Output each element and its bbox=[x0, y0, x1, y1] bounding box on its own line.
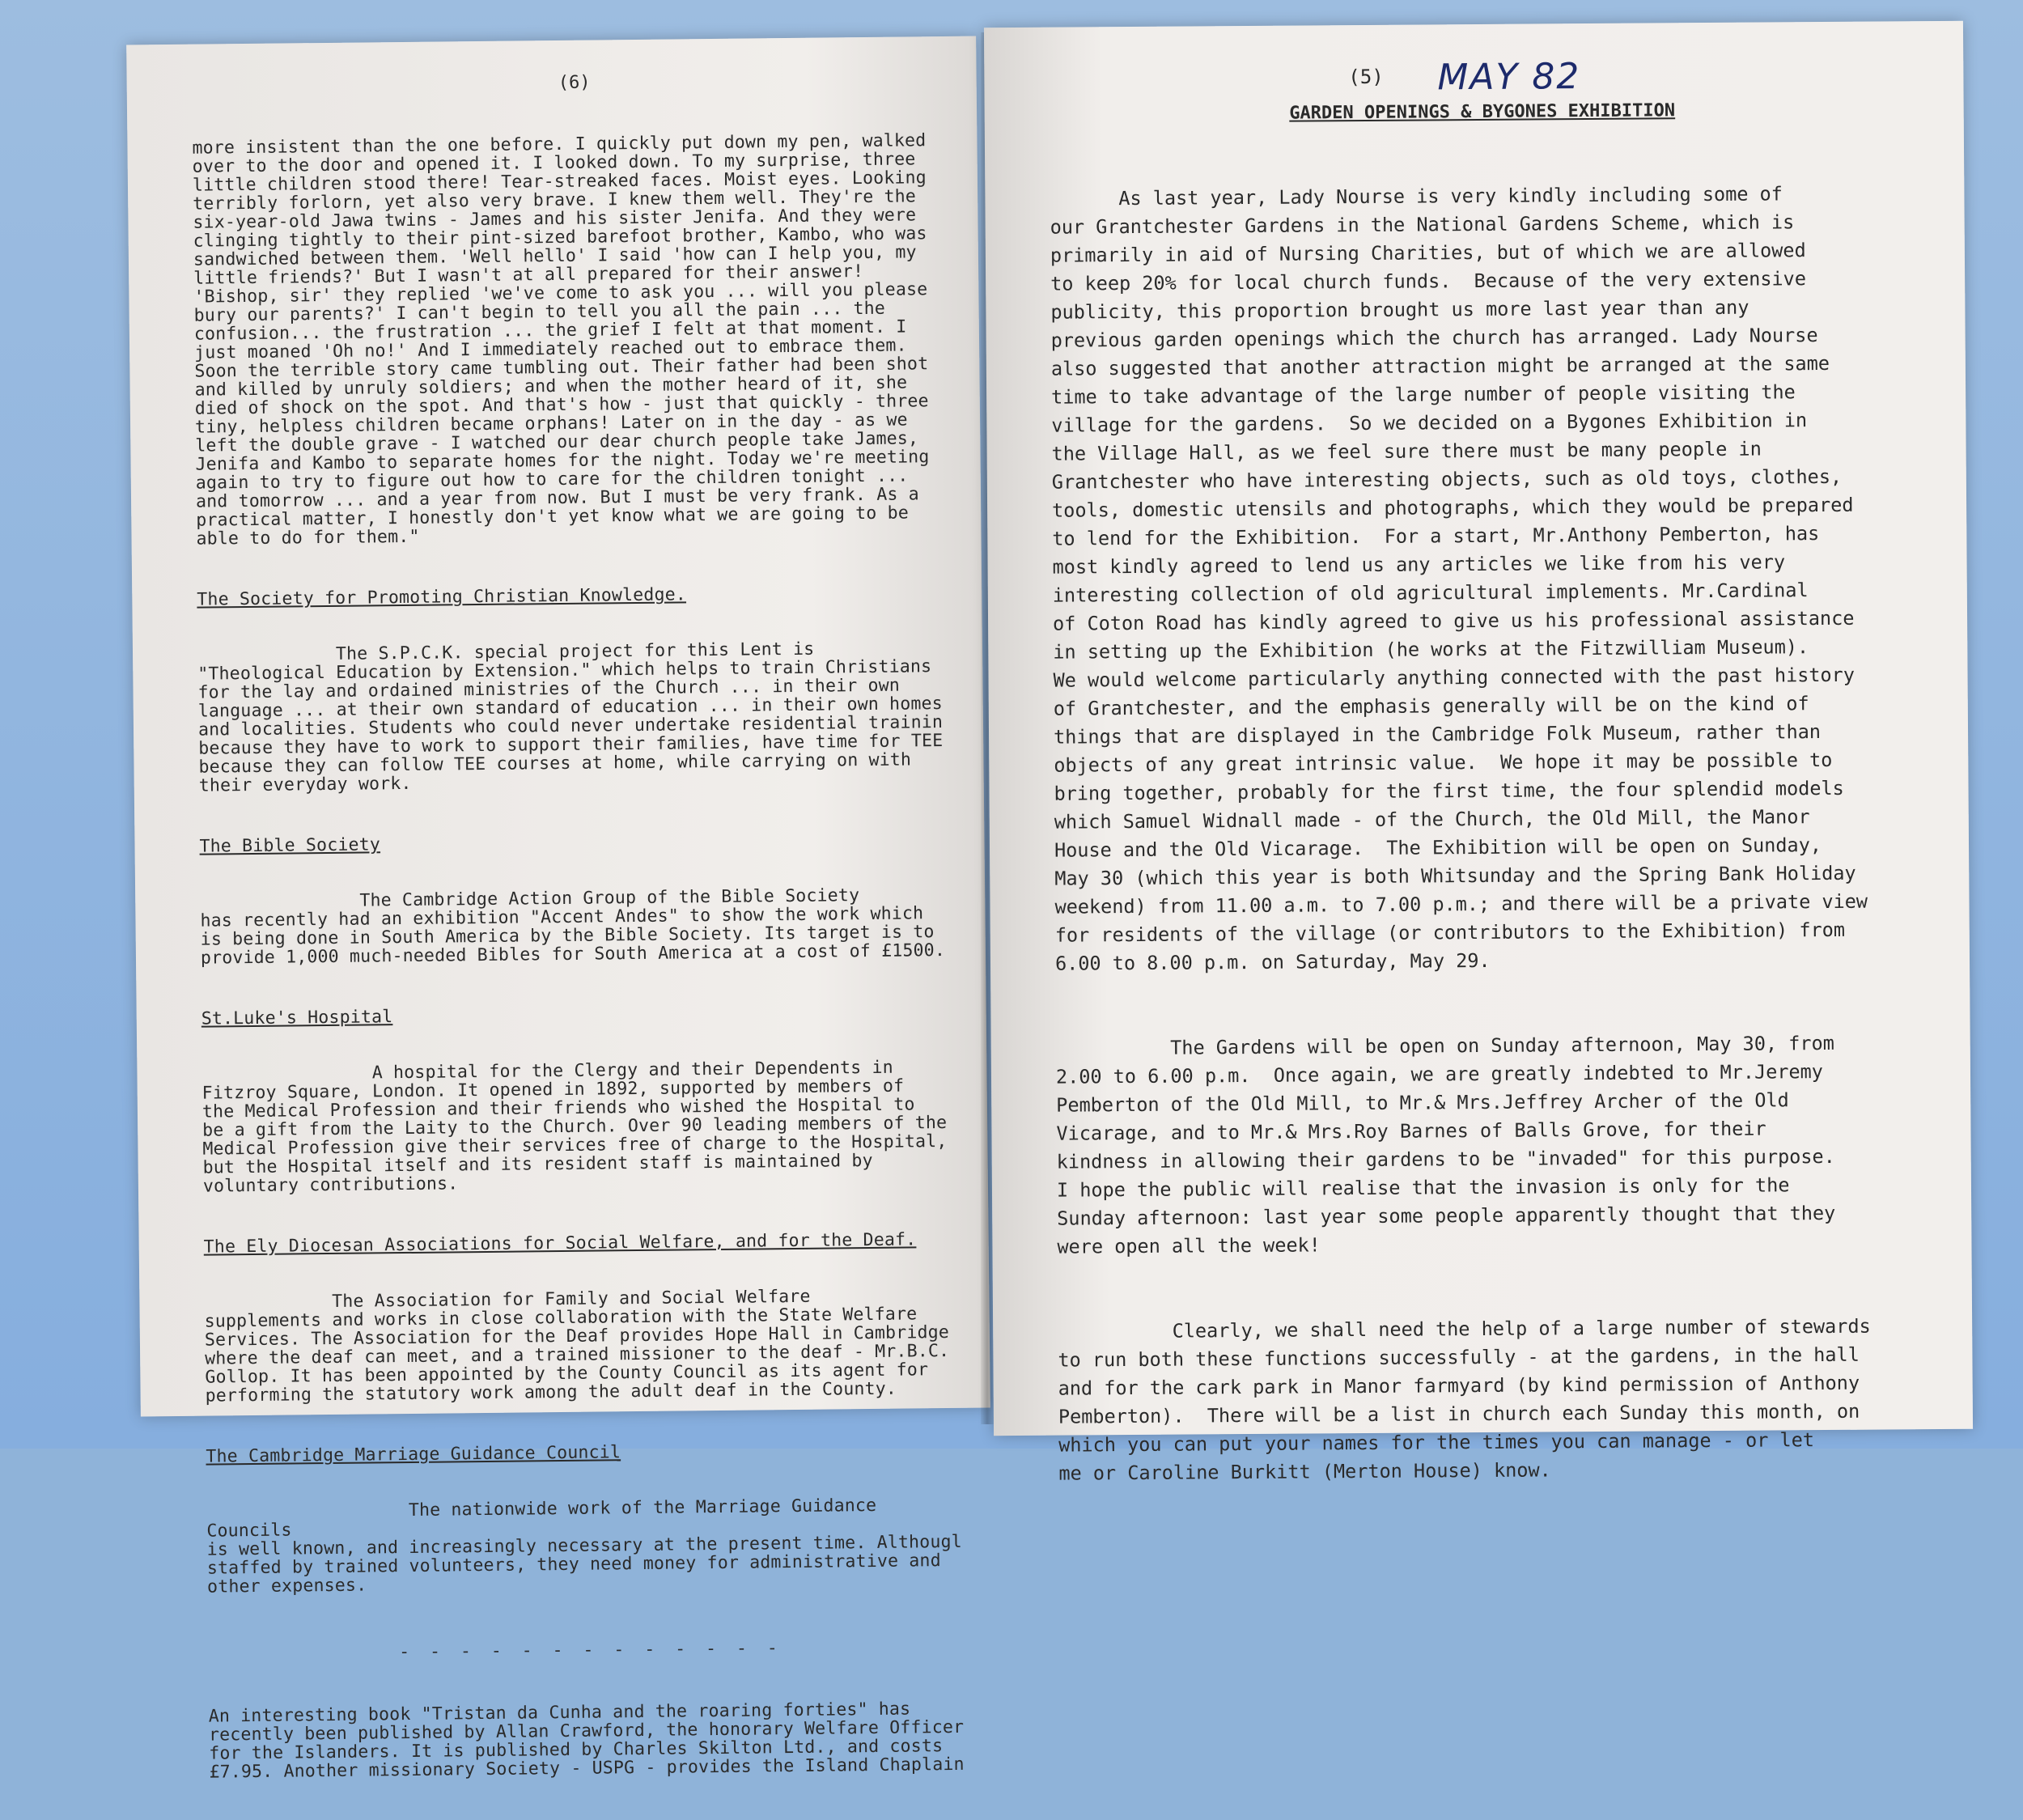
right-page bbox=[984, 21, 1973, 1485]
article-title: GARDEN OPENINGS & BYGONES EXHIBITION bbox=[1289, 100, 1676, 124]
left-page bbox=[126, 36, 990, 1783]
section-text-marriage-guidance: The nationwide work of the Marriage Guidance Councils is well known, and increasingly necessary at the present time. Althougl staffed by trained volunteers, they need money for administrative and other expenses. bbox=[206, 1495, 962, 1597]
intro-text: more insistent than the one before. I quickly put down my pen, walked over to the door and opened it. I looked down. To my surprise, three little children stood there! Tear-streaked faces. Moist eyes. Looking terribly forlorn, yet also very brave. I knew them well. They're the six-year-old Jawa twins - James and his sister Jenifa. And they were clinging tightly to their pint-sized barefoot brother, Kambo, who was sandwiched between them. 'Well hello' I said 'how can I help you, my little friends?' But I wasn't at all prepared for their answer! 'Bishop, sir' they replied 'we've come to ask you ... will you please bury our parents?' I can't begin to tell you all the pain ... the confusion... the frustration ... the grief I felt at that moment. I just moaned 'Oh no!' And I immediately reached out to embrace them. Soon the terrible story came tumbling out. Their father had been shot and killed by unruly soldiers; and when the mother heard of it, she died of shock on the spot. And that's how - just that quickly - three tiny, helpless children became orphans! Later on in the day - as we left the double grave - I watched our dear church people take James, Jenifa and Kambo to separate homes for the night. Today we're meeting again to try to figure out how to care for the children tonight ... and tomorrow ... and a year from now. But I must be very frank. As a practical matter, I honestly don't yet know what we are going to be able to do for them." bbox=[192, 130, 930, 549]
closing-text: An interesting book "Tristan da Cunha and the roaring forties" has recently been published by Allan Crawford, the honorary Welfare Officer for the Islanders. It is published by Charles Skilton Ltd., and costs £7.95. Another missionary Society - USPG - provides the Island Chaplain bbox=[208, 1699, 965, 1783]
section-heading-st-lukes: St.Luke's Hospital bbox=[201, 1007, 393, 1029]
handwritten-note: MAY 82 bbox=[1437, 56, 1581, 99]
section-heading-marriage-guidance: The Cambridge Marriage Guidance Council bbox=[206, 1442, 621, 1467]
paragraph-exhibition: As last year, Lady Nourse is very kindly including some of our Grantchester Gardens in the National Gardens Scheme, which is primarily in aid of Nursing Charities, but of which we are allowed to keep 20% for local church funds. Because of the very extensive publicity, this proportion brought us more last year than any previous garden openings which the church has arranged. Lady Nourse also suggested that another attraction might be arranged at the same time to take advantage of the large number of people visiting the village for the gardens. So we decided on a Bygones Exhibition in the Village Hall, as we feel sure there must be many people in Grantchester who have interesting objects, such as old toys, clothes, tools, domestic utensils and photographs, which they would be prepared to lend for the Exhibition. For a start, Mr.Anthony Pemberton, has most kindly agreed to lend us any articles we like from his very interesting collection of old agricultural implements. Mr.Cardinal of Coton Road has kindly agreed to give us his professional assistance in setting up the Exhibition (he works at the Fitzwilliam Museum). We would welcome particularly anything connected with the past history of Grantchester, and the emphasis generally will be on the kind of things that are displayed in the Cambridge Folk Museum, rather than objects of any great intrinsic value. We hope it may be possible to bring together, probably for the first time, the four splendid models which Samuel Widnall made - of the Church, the Old Mill, the Manor House and the Old Vicarage. The Exhibition will be open on Sunday, May 30 (which this year is both Whitsunday and the Spring Bank Holiday weekend) from 11.00 a.m. to 7.00 p.m.; and there will be a private view for residents of the village (or contributors to the Exhibition) from 6.00 to 8.00 p.m. on Saturday, May 29. bbox=[1050, 182, 1868, 975]
section-text-st-lukes: A hospital for the Clergy and their Dependents in Fitzroy Square, London. It opened in 1892, supported by members of the Medical Profession and their friends who wished the Hospital to be a gift from the Laity to the Church. Over 90 leading members of the Medical Profession give their services free of charge to the Hospital, but the Hospital itself and its resident staff is maintained by voluntary contributions. bbox=[201, 1057, 948, 1197]
section-text-spck: The S.P.C.K. special project for this Lent is "Theological Education by Extension." which helps to train Christians for the lay and ordained ministries of the Church ... in their own language ... at their own standard of education ... in their own homes and localities. Students who could never undertake residential trainin because they have to work to support their families, have time for TEE because they can follow TEE courses at home, while carrying on with their everyday work. bbox=[197, 638, 944, 796]
separator-line: - - - - - - - - - - - - - bbox=[399, 1638, 782, 1663]
right-page-body bbox=[1050, 122, 1925, 1544]
page-number: (6) bbox=[558, 72, 591, 93]
section-heading-bible-society: The Bible Society bbox=[199, 834, 381, 857]
paragraph-stewards: Clearly, we shall need the help of a large number of stewards to run both these functions successfully - at the gardens, in the hall and for the cark park in Manor farmyard (by kind permission of Anthony Pemberton). There will be a list in church each Sunday this month, on which you can put your names for the times you can manage - or let me or Caroline Burkitt (Merton House) know. bbox=[1058, 1314, 1871, 1485]
paragraph-gardens: The Gardens will be open on Sunday afternoon, May 30, from 2.00 to 6.00 p.m. Once again, we are greatly indebted to Mr.Jeremy Pemberton of the Old Mill, to Mr.& Mrs.Jeffrey Archer of the Old Vicarage, and to Mr.& Mrs.Roy Barnes of Balls Grove, for their kindness in allowing their gardens to be "invaded" for this purpose. I hope the public will realise that the invasion is only for the Sunday afternoon: last year some people apparently thought that they were open all the week! bbox=[1055, 1031, 1836, 1258]
section-heading-ely-diocesan: The Ely Diocesan Associations for Social Welfare, and for the Deaf. bbox=[203, 1229, 917, 1258]
section-heading-spck: The Society for Promoting Christian Knowledge. bbox=[197, 584, 687, 610]
section-text-bible-society: The Cambridge Action Group of the Bible Society has recently had an exhibition "Accent Andes" to show the work which is being done in South America by the Bible Society. Its target is to provide 1,000 much-needed Bibles for South America at a cost of £1500. bbox=[200, 885, 946, 969]
left-page-body bbox=[192, 94, 975, 1819]
section-text-ely-diocesan: The Association for Family and Social Welfare supplements and works in close collaboration with the State Welfare Services. The Association for the Deaf provides Hope Hall in Cambridge where the deaf can meet, and a trained missioner to the deaf - Mr.B.C. Gollop. It has been appointed by the County Council as its agent for performing the statutory work among the adult deaf in the County. bbox=[204, 1286, 950, 1406]
page-number: (5) bbox=[1348, 65, 1384, 89]
